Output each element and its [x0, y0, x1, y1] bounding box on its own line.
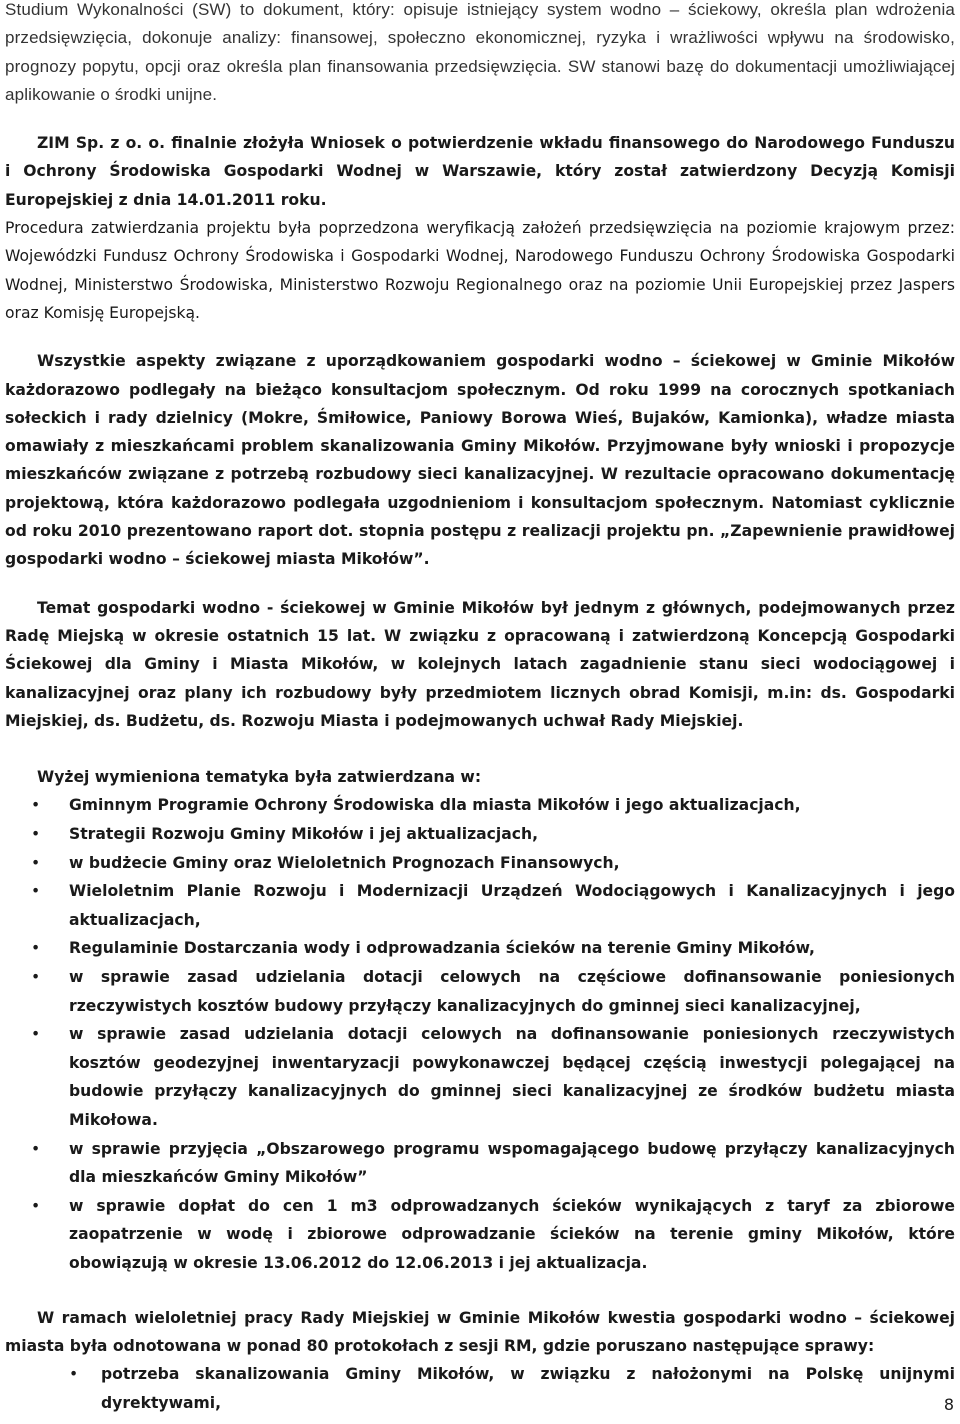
council-issues-list: [5, 1360, 955, 1417]
list-item-text: Strategii Rozwoju Gminy Mikołów i jej aktualizacjach,: [69, 825, 539, 844]
bullet-icon: •: [31, 1025, 41, 1044]
list-item: [5, 1192, 955, 1278]
bullet-icon: •: [31, 967, 41, 986]
page-number: 8: [943, 1395, 954, 1414]
bullet-icon: •: [31, 882, 41, 901]
list-intro: Wyżej wymieniona tematyka była zatwierdzana w:: [37, 768, 482, 787]
list-item: [5, 791, 955, 820]
paragraph-consultations: Wszystkie aspekty związane z uporządkowaniem gospodarki wodno – ściekowej w Gminie Mikołów każdorazowo podlegały na bieżąco konsultacjom społecznym. Od roku 1999 na corocznych spotkaniach sołeckich i rady dzielnicy (Mokre, Śmiłowice, Paniowy Borowa Wieś, Bujaków, Kamionka), władze miasta omawiały z mieszkańcami problem skanalizowania Gminy Mikołów. Przyjmowane były wnioski i propozycje mieszkańców związane z potrzebą rozbudowy sieci kanalizacyjnej. W rezultacie opracowano dokumentację projektową, która każdorazowo podlegała uzgodnieniom i konsultacjom społecznym. Natomiast cyklicznie od roku 2010 prezentowano raport dot. stopnia postępu z realizacji projektu pn. „Zapewnienie prawidłowej gospodarki wodno – ściekowej miasta Mikołów”.: [5, 352, 955, 569]
document-page: [5, 0, 955, 1417]
bullet-icon: •: [31, 853, 41, 872]
bullet-icon: •: [31, 796, 41, 815]
bullet-icon: •: [31, 1196, 41, 1215]
list-item-text: w sprawie dopłat do cen 1 m3 odprowadzanych ścieków wynikających z taryf za zbiorowe zaopatrzenie w wodę i zbiorowe odprowadzanie ścieków na terenie gminy Mikołów, które obowiązują w okresie 13.06.2012 do 12.06.2013 i jej aktualizacja.: [69, 1196, 955, 1272]
approval-list: [5, 791, 955, 1277]
bullet-icon: •: [31, 1139, 41, 1158]
list-item-text: w sprawie zasad udzielania dotacji celowych na częściowe dofinansowanie poniesionych rzeczywistych kosztów budowy przyłączy kanalizacyjnych do gminnej sieci kanalizacyjnej,: [69, 967, 955, 1015]
paragraph-approval-procedure: Procedura zatwierdzania projektu była poprzedzona weryfikacją założeń przedsięwzięcia na poziomie krajowym przez: Wojewódzki Fundusz Ochrony Środowiska i Gospodarki Wodnej, Narodowego Funduszu Ochrony Środowiska Gospodarki Wodnej, Ministerstwo Środowiska, Ministerstwo Rozwoju Regionalnego oraz na poziomie Unii Europejskiej przez Jaspers oraz Komisję Europejską.: [5, 219, 955, 322]
bullet-icon: •: [31, 825, 41, 844]
list-item: [5, 1360, 955, 1417]
bullet-icon: •: [31, 939, 41, 958]
list-item: [5, 934, 955, 963]
list-item-text: w sprawie zasad udzielania dotacji celowych na dofinansowanie poniesionych rzeczywistych kosztów geodezyjnej inwentaryzacji powykonawczej będącej częścią inwestycji polegającej na budowie przyłączy kanalizacyjnych do gminnej sieci kanalizacyjnej ze środków budżetu miasta Mikołowa.: [69, 1025, 955, 1129]
list-item-text: w sprawie przyjęcia „Obszarowego programu wspomagającego budowę przyłączy kanalizacyjnych dla mieszkańców Gminy Mikołów”: [69, 1139, 955, 1187]
paragraph-application: ZIM Sp. z o. o. finalnie złożyła Wniosek o potwierdzenie wkładu finansowego do Narodowego Funduszu i Ochrony Środowiska Gospodarki Wodnej w Warszawie, który został zatwierdzony Decyzją Komisji Europejskiej z dnia 14.01.2011 roku.: [5, 134, 955, 209]
paragraph-city-council: Temat gospodarki wodno - ściekowej w Gminie Mikołów był jednym z głównych, podejmowanych przez Radę Miejską w okresie ostatnich 15 lat. W związku z opracowaną i zatwierdzoną Koncepcją Gospodarki Ściekowej dla Gminy i Miasta Mikołów, w kolejnych latach zagadnienie stanu sieci wodociągowej i kanalizacyjnej oraz plany ich rozbudowy były przedmiotem licznych obrad Komisji, m.in: ds. Gospodarki Miejskiej, ds. Budżetu, ds. Rozwoju Miasta i podejmowanych uchwał Rady Miejskiej.: [5, 598, 955, 730]
list-item-text: potrzeba skanalizowania Gminy Mikołów, w związku z nałożonymi na Polskę unijnymi dyrektywami,: [101, 1365, 955, 1412]
paragraph-council-work: W ramach wieloletniej pracy Rady Miejskiej w Gminie Mikołów kwestia gospodarki wodno – ściekowej miasta była odnotowana w ponad 80 protokołach z sesji RM, gdzie poruszano następujące sprawy:: [5, 1308, 955, 1355]
paragraph-feasibility-study: Studium Wykonalności (SW) to dokument, który: opisuje istniejący system wodno – ściekowy, określa plan wdrożenia przedsięwzięcia, dokonuje analizy: finansowej, społeczno ekonomicznej, ryzyka i wrażliwości wpływu na środowisko, prognozy popytu, opcji oraz określa plan finansowania przedsięwzięcia. SW stanowi bazę do dokumentacji umożliwiającej aplikowanie o środki unijne.: [5, 0, 955, 104]
list-item: [5, 820, 955, 849]
list-item: [5, 1135, 955, 1192]
list-item-text: Regulaminie Dostarczania wody i odprowadzania ścieków na terenie Gminy Mikołów,: [69, 939, 815, 958]
list-item: [5, 963, 955, 1020]
list-item: [5, 849, 955, 878]
list-item: [5, 1020, 955, 1134]
bullet-icon: •: [69, 1365, 79, 1384]
list-item-text: Gminnym Programie Ochrony Środowiska dla miasta Mikołów i jego aktualizacjach,: [69, 796, 801, 815]
list-item-text: w budżecie Gminy oraz Wieloletnich Prognozach Finansowych,: [69, 853, 620, 872]
list-item: [5, 877, 955, 934]
list-item-text: Wieloletnim Planie Rozwoju i Modernizacji Urządzeń Wodociągowych i Kanalizacyjnych i jego aktualizacjach,: [69, 882, 955, 929]
